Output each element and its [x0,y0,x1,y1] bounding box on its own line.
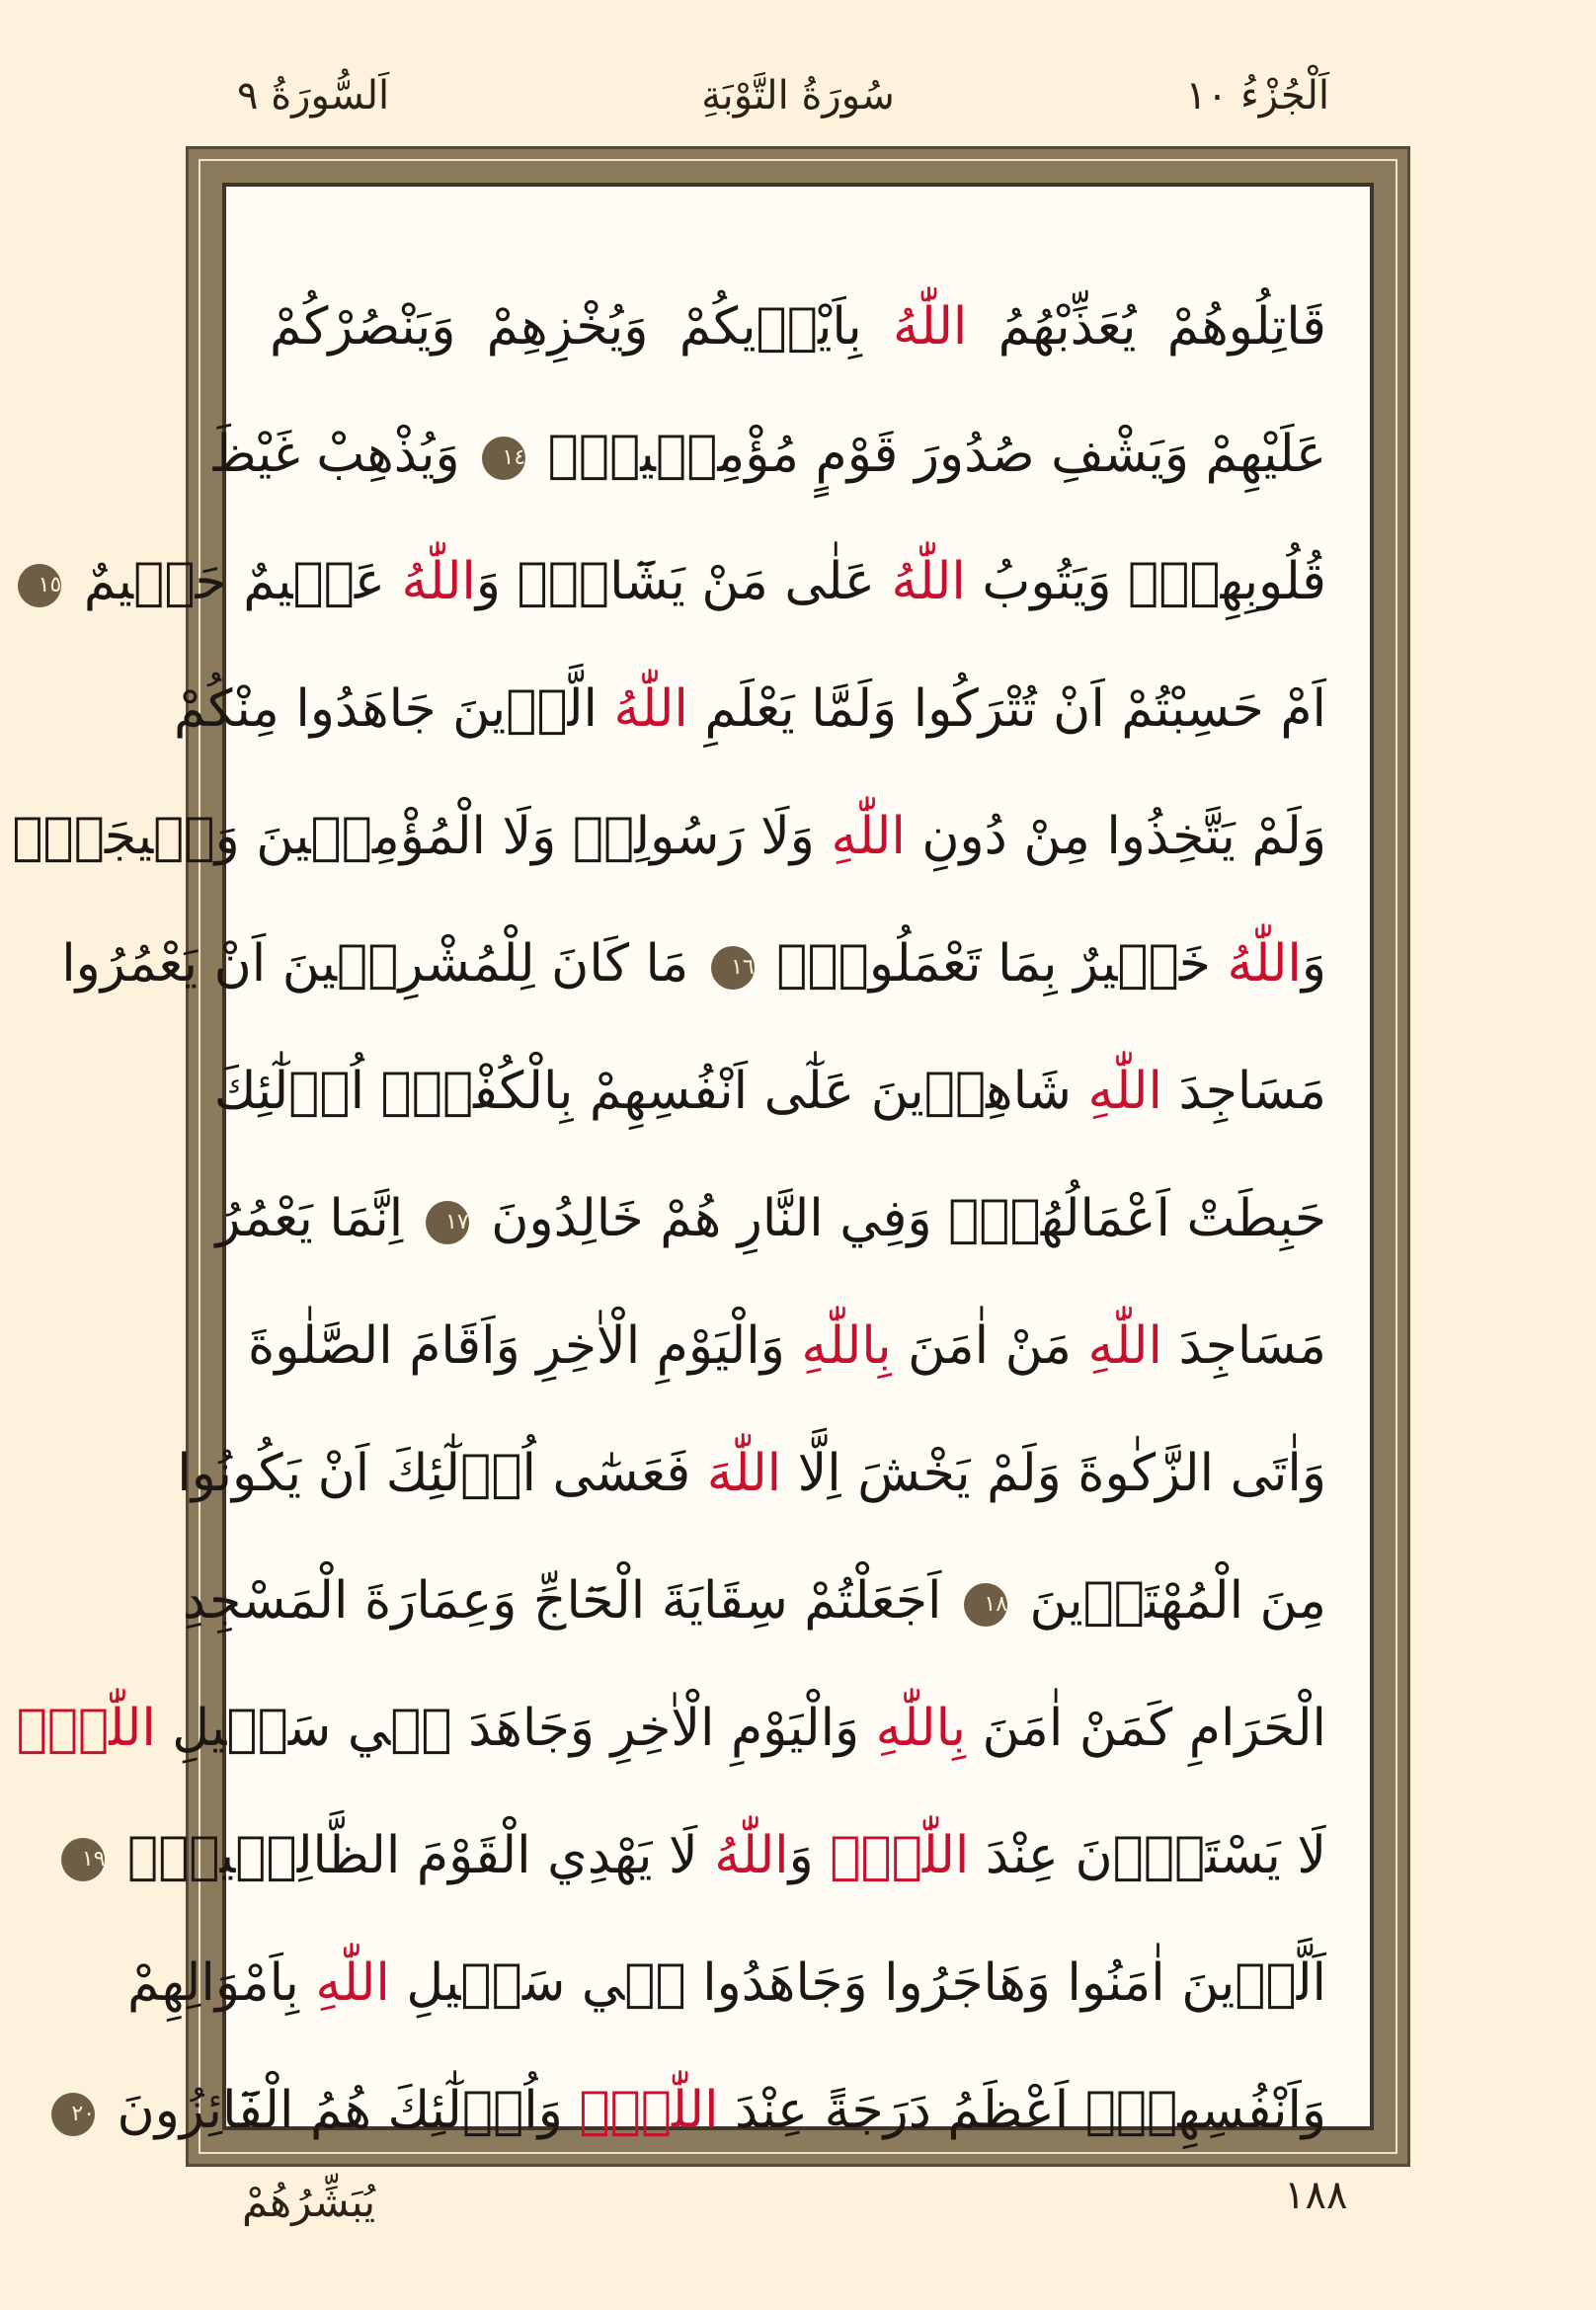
divine-name-text: اللّٰهِۜ [16,1699,156,1758]
divine-name-text: بِاللّٰهِ [801,1316,892,1376]
verse-text: قَاتِلُوهُمْ يُعَذِّبْهُمُ [967,297,1326,357]
verse-text-block [12,264,1326,2175]
verse-text: قُلُوبِهِمْۜ وَيَتُوبُ [965,552,1326,611]
divine-name-text: اللّٰهَ [706,1444,782,1503]
text-line [61,901,1326,1028]
divine-name-text: اللّٰهِ [1087,1316,1162,1376]
text-line [270,264,1326,391]
divine-name-text: اللّٰهُ [401,552,476,611]
verse-text: بِاَمْوَالِهِمْ [126,1953,316,2013]
divine-name-text: اللّٰهُ [892,297,968,357]
ayah-number-marker: ٢٠ [51,2093,95,2136]
ayah-number-marker: ١٤ [482,437,525,480]
text-line [208,391,1326,518]
verse-text: مَسَاجِدَ [1161,1062,1326,1121]
ayah-number-marker: ١٦ [711,946,755,990]
text-line [38,518,1326,646]
verse-text: وَالْيَوْمِ الْاٰخِرِ وَجَاهَدَ ف۪ي سَب۪يلِ [155,1699,876,1758]
ayah-number-marker: ١٨ [964,1583,1007,1627]
divine-name-text: اللّٰهِ [831,807,906,866]
verse-text: وَلَمْ يَتَّخِذُوا مِنْ دُونِ [905,807,1326,866]
verse-text: الْحَرَامِ كَمَنْ اٰمَنَ [965,1699,1326,1758]
verse-text: لَا يَهْدِي الْقَوْمَ الظَّالِم۪ينَۢ [111,1826,715,1885]
text-line [71,2047,1326,2175]
verse-text: مَنْ اٰمَنَ [891,1316,1088,1376]
verse-text: الَّذ۪ينَ جَاهَدُوا مِنْكُمْ [173,679,614,739]
verse-text: مَسَاجِدَ [1161,1316,1326,1376]
text-line [215,1155,1326,1283]
divine-name-text: اللّٰهِۜ [830,1826,970,1885]
text-panel [12,183,1374,2140]
ayah-number-marker: ١٧ [426,1201,469,1244]
verse-text: وَاَنْفُسِهِمْۙ اَعْظَمُ دَرَجَةً عِنْدَ [718,2081,1326,2140]
divine-name-text: اللّٰهُ [891,552,966,611]
text-line [177,1410,1326,1538]
verse-text: اَمْ حَسِبْتُمْ اَنْ تُتْرَكُوا وَلَمَّا يَعْلَمِ [687,679,1326,739]
page-frame [12,146,1410,2167]
text-line [182,1538,1326,1665]
verse-text: عَل۪يمٌ حَك۪يمٌ [67,552,402,611]
text-line [16,1665,1326,1792]
divine-name-text: اللّٰهِۜ [579,2081,719,2140]
verse-text: فَعَسٰٓى اُو۬لٰٓئِكَ اَنْ يَكُونُوا [177,1444,707,1503]
verse-text: عَلٰى مَنْ يَشَٓاءُۜ وَ [475,552,892,611]
catchword: يُبَشِّرُهُمْ [242,2178,376,2226]
text-line [12,773,1326,901]
verse-text: خَب۪يرٌ بِمَا تَعْمَلُونَ۟ [759,934,1228,994]
divine-name-text: اللّٰهُ [1227,934,1302,994]
text-line [81,1792,1326,1920]
surah-title: سُورَةُ التَّوْبَةِ [701,73,895,119]
juz-label: اَلْجُزْءُ ١٠ [1185,73,1329,119]
verse-text: اِنَّمَا يَعْمُرُ [215,1189,420,1248]
verse-text: وَ [1301,934,1326,994]
verse-text: وَاُو۬لٰٓئِكَ هُمُ الْفَٓائِزُونَ [101,2081,580,2140]
verse-text: وَيُذْهِبْ غَيْظَ [208,425,477,484]
verse-text: حَبِطَتْ اَعْمَالُهُمْۚ وَفِي النَّارِ هُمْ خَالِدُونَ [474,1189,1326,1248]
verse-text: وَاٰتَى الزَّكٰوةَ وَلَمْ يَخْشَ اِلَّا [781,1444,1326,1503]
divine-name-text: اللّٰهِ [1087,1062,1162,1121]
page-number: ١٨٨ [1284,2173,1348,2218]
surah-number-label: اَلسُّورَةُ ٩ [237,73,390,119]
verse-text: وَالْيَوْمِ الْاٰخِرِ وَاَقَامَ الصَّلٰوةَ [247,1316,802,1376]
verse-text: اَجَعَلْتُمْ سِقَايَةَ الْحَٓاجِّ وَعِمَارَةَ الْمَسْجِدِ [182,1571,959,1631]
verse-text: عَلَيْهِمْ وَيَشْفِ صُدُورَ قَوْمٍ مُؤْمِن۪ينَۙ [531,425,1326,484]
text-line [247,1283,1326,1410]
verse-text: مِنَ الْمُهْتَد۪ينَ [1013,1571,1326,1631]
divine-name-text: اللّٰهِ [315,1953,390,2013]
text-line [213,1028,1326,1155]
verse-text: مَا كَانَ لِلْمُشْرِك۪ينَ اَنْ يَعْمُرُوا [61,934,705,994]
divine-name-text: اللّٰهُ [714,1826,789,1885]
text-line [173,646,1326,773]
verse-text: اَلَّذ۪ينَ اٰمَنُوا وَهَاجَرُوا وَجَاهَدُوا ف۪ي سَب۪يلِ [389,1953,1326,2013]
ayah-number-marker: ١٥ [18,564,61,607]
verse-text: شَاهِد۪ينَ عَلٰٓى اَنْفُسِهِمْ بِالْكُفْرِۜ اُو۬لٰٓئِكَ [213,1062,1088,1121]
verse-text: وَ [788,1826,831,1885]
divine-name-text: بِاللّٰهِ [875,1699,966,1758]
ayah-number-marker: ١٩ [61,1838,105,1881]
text-line [126,1920,1326,2047]
verse-text: وَلَا رَسُولِه۪ وَلَا الْمُؤْمِن۪ينَ وَل۪يجَةًۜ [12,807,832,866]
verse-text: لَا يَسْتَوُ۫نَ عِنْدَ [969,1826,1326,1885]
verse-text: بِاَيْد۪يكُمْ وَيُخْزِهِمْ وَيَنْصُرْكُمْ [270,297,893,357]
divine-name-text: اللّٰهُ [613,679,688,739]
